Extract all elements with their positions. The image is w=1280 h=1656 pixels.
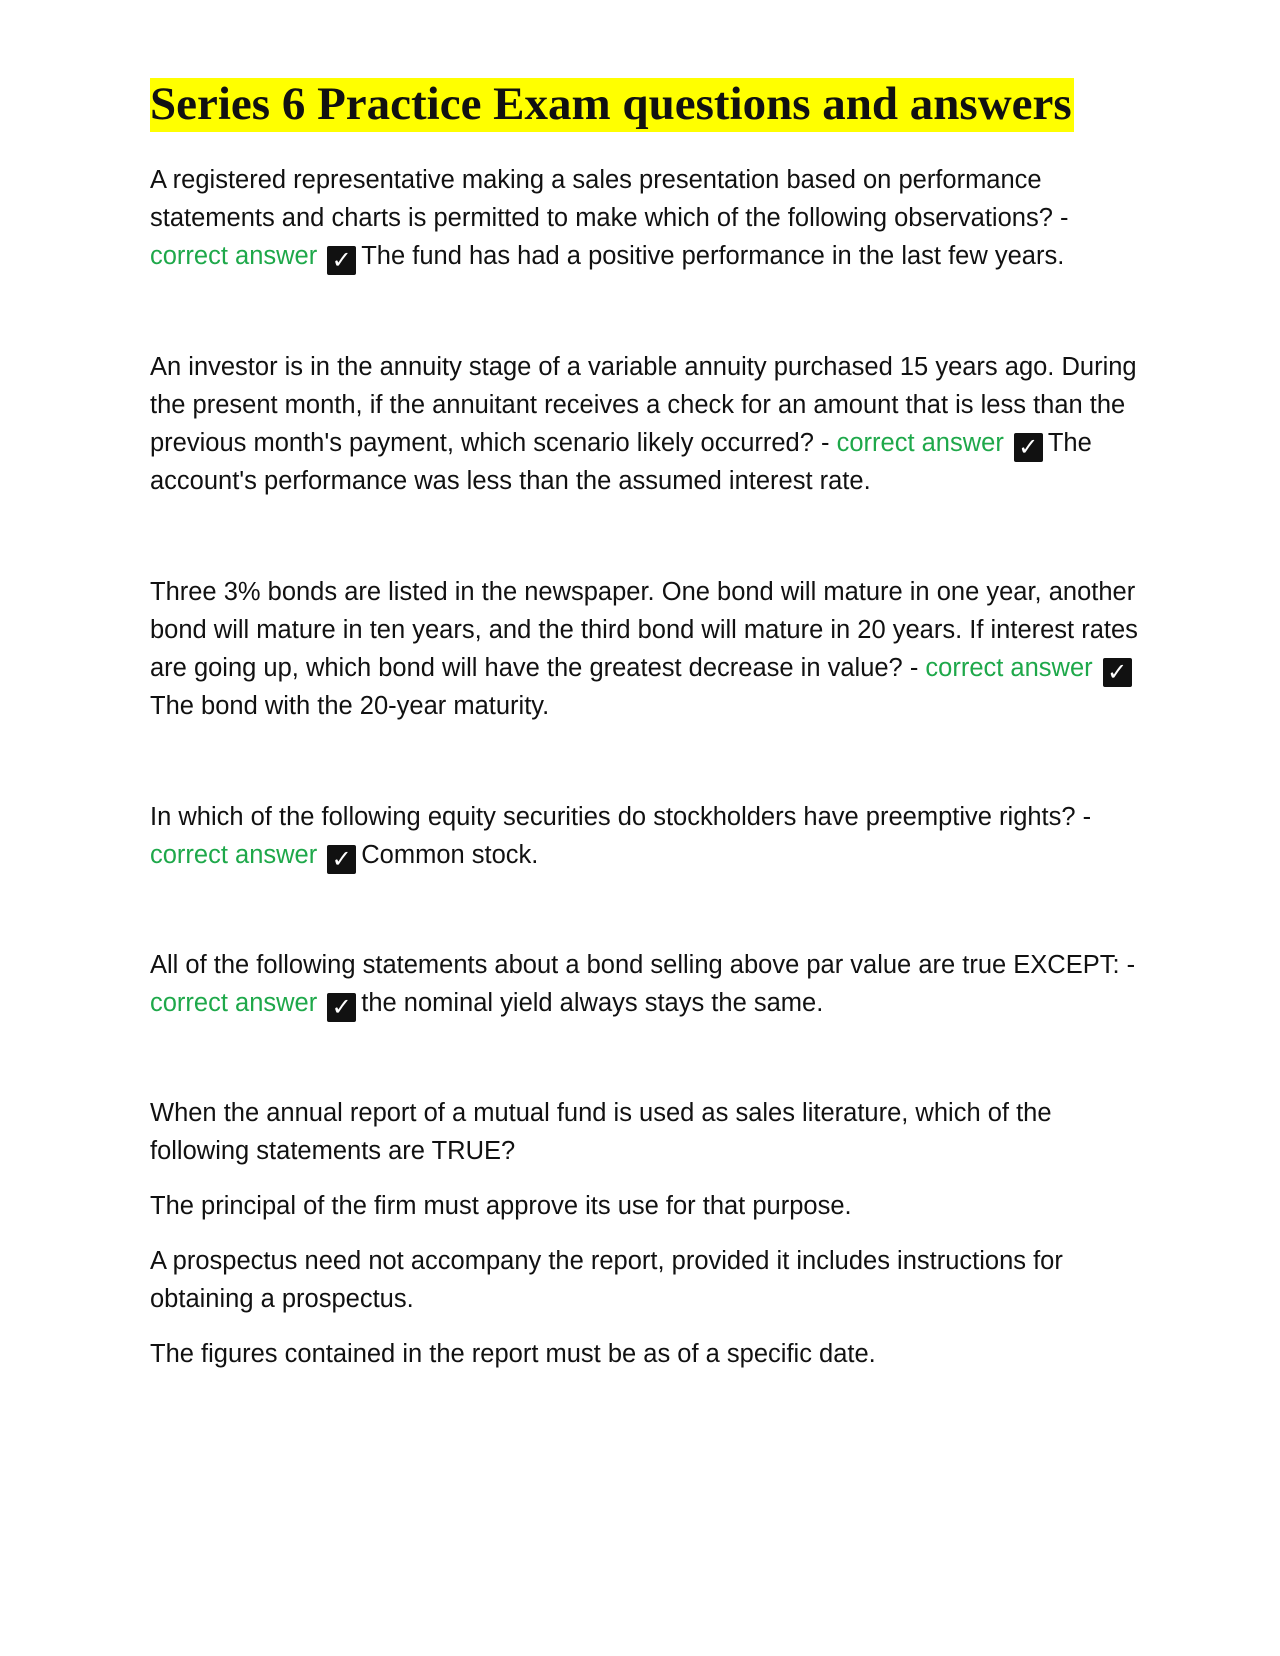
qa-item-4 — [150, 798, 1140, 874]
question-text: An investor is in the annuity stage of a variable annuity purchased 15 years ago. During the present month, if the annuitant receives a check for an amount that is less than the previous month's payment, which scenario likely occurred? - — [150, 353, 1137, 457]
answer-text: the nominal yield always stays the same. — [361, 989, 824, 1017]
answer-text: The account's performance was less than the assumed interest rate. — [150, 429, 1092, 495]
check-mark-icon: ✓ — [327, 845, 356, 874]
qa-item-3 — [150, 573, 1140, 725]
answer-text: Common stock. — [361, 841, 539, 869]
check-mark-icon: ✓ — [1014, 433, 1043, 462]
statement-1: The principal of the firm must approve its use for that purpose. — [150, 1192, 852, 1220]
qa-item-2 — [150, 348, 1140, 500]
question-text: In which of the following equity securities do stockholders have preemptive rights? - — [150, 803, 1092, 831]
answer-text: The fund has had a positive performance in the last few years. — [361, 242, 1065, 270]
correct-answer-label: correct answer — [150, 841, 318, 869]
check-mark-icon: ✓ — [1103, 658, 1132, 687]
answer-text: The bond with the 20-year maturity. — [150, 692, 550, 720]
statement-3: The figures contained in the report must be as of a specific date. — [150, 1340, 876, 1368]
correct-answer-label: correct answer — [150, 242, 318, 270]
title-highlight: Series 6 Practice Exam questions and answers — [150, 78, 1072, 130]
correct-answer-label: correct answer — [925, 654, 1093, 682]
qa-item-5 — [150, 946, 1140, 1022]
correct-answer-label: correct answer — [836, 429, 1004, 457]
qa-item-6-question: When the annual report of a mutual fund is used as sales literature, which of the following statements are TRUE? — [150, 1099, 1052, 1165]
statement-2: A prospectus need not accompany the report, provided it includes instructions for obtaining a prospectus. — [150, 1247, 1063, 1313]
question-text: Three 3% bonds are listed in the newspaper. One bond will mature in one year, another bond will mature in ten years, and the third bond will mature in 20 years. If interest rates are going up, which bond will have the greatest decrease in value? - — [150, 578, 1138, 682]
correct-answer-label: correct answer — [150, 989, 318, 1017]
document-title — [150, 75, 1140, 133]
question-text: A registered representative making a sales presentation based on performance statements and charts is permitted to make which of the following observations? - — [150, 166, 1069, 232]
qa-item-1 — [150, 161, 1140, 275]
document-page — [150, 75, 1140, 1373]
question-text: All of the following statements about a bond selling above par value are true EXCEPT: - — [150, 951, 1136, 979]
check-mark-icon: ✓ — [327, 246, 356, 275]
check-mark-icon: ✓ — [327, 993, 356, 1022]
